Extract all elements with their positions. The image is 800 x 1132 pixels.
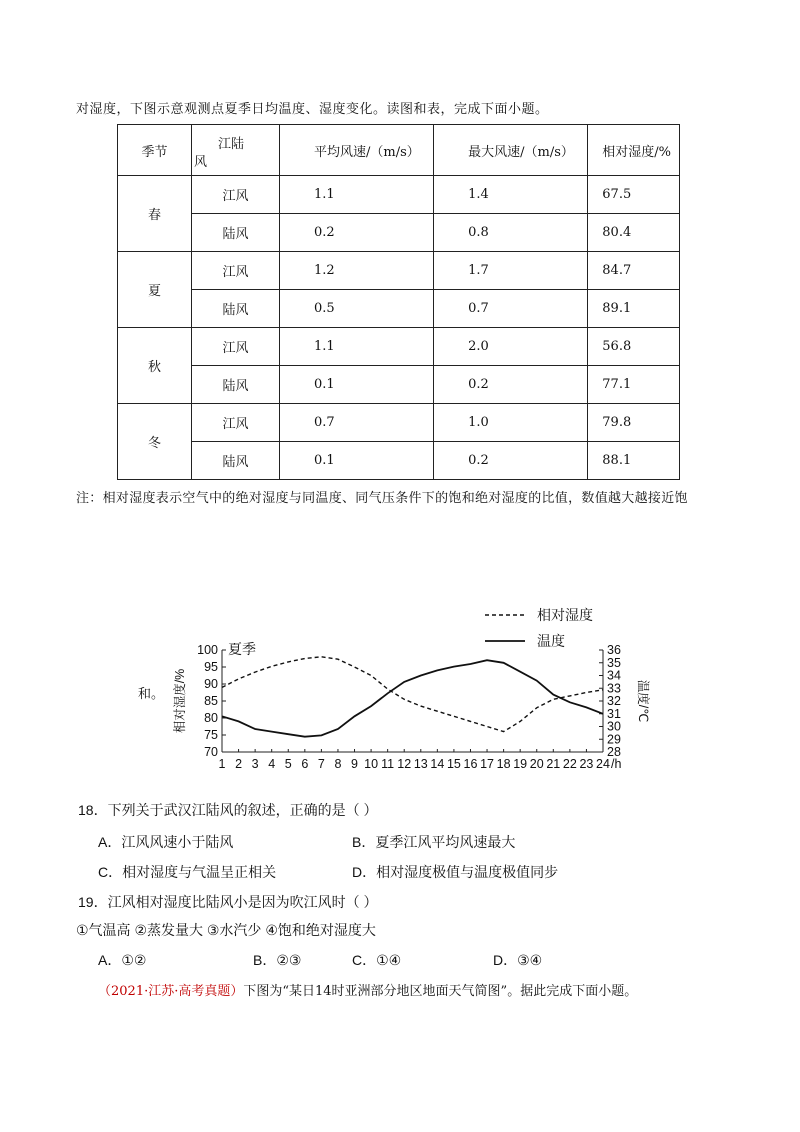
question-19-stem: 19．江风相对湿度比陆风小是因为吹江风时（ ） [78,894,378,910]
header-wind-top: 江陆 [218,137,245,152]
max-speed-cell: 0.7 [434,290,588,328]
table-row [118,442,680,480]
x-tick-label: 22 [562,757,577,771]
x-tick-label: 1 [218,757,226,771]
right-tick-label: 28 [607,745,621,759]
q19-option-a: A．①② [98,952,147,968]
wind-cell: 陆风 [192,214,280,252]
x-tick-label: 11 [381,757,395,771]
x-tick-label: 6 [301,757,309,771]
q19-option-d: D．③④ [493,952,543,968]
right-tick-label: 32 [607,694,621,708]
humidity-cell: 84.7 [588,252,680,290]
header-season: 季节 [118,125,192,176]
intro-text: 对湿度，下图示意观测点夏季日均温度、湿度变化。读图和表，完成下面小题。 [76,102,549,117]
x-tick-label: 24 [596,757,610,771]
avg-speed-cell: 1.1 [280,176,434,214]
x-tick-label: 3 [251,757,259,771]
header-max-speed: 最大风速/（m/s） [434,125,588,176]
x-tick-label: 19 [513,757,528,771]
max-speed-cell: 0.8 [434,214,588,252]
table-row [118,176,680,214]
legend-label: 温度 [537,633,565,649]
right-tick-label: 30 [607,719,621,734]
question-18-stem: 18．下列关于武汉江陆风的叙述，正确的是（ ） [78,802,378,818]
avg-speed-cell: 1.1 [280,328,434,366]
x-axis-label: /h [611,757,622,771]
table-row [118,214,680,252]
legend-label: 相对湿度 [537,607,593,623]
wind-data-table [117,124,680,480]
left-tick-label: 80 [204,711,218,725]
wind-cell: 江风 [192,252,280,290]
header-wind [192,125,280,176]
max-speed-cell: 1.4 [434,176,588,214]
right-tick-label: 34 [607,668,621,683]
q18-option-b: B．夏季江风平均风速最大 [352,834,516,850]
q18-option-a: A．江风风速小于陆风 [98,834,234,850]
header-wind-bottom: 风 [194,155,208,170]
summer-temperature-humidity-chart [160,600,650,785]
max-speed-cell: 1.0 [434,404,588,442]
q19-option-c: C．①④ [352,952,402,968]
left-tick-label: 95 [204,660,218,674]
x-tick-label: 2 [235,757,243,771]
avg-speed-cell: 0.5 [280,290,434,328]
x-tick-label: 18 [496,757,511,771]
x-tick-label: 7 [317,757,325,771]
q18-option-c: C．相对湿度与气温呈正相关 [98,864,277,880]
table-row [118,366,680,404]
chart-title: 夏季 [228,641,256,657]
max-speed-cell: 0.2 [434,442,588,480]
wind-cell: 江风 [192,328,280,366]
humidity-cell: 79.8 [588,404,680,442]
x-tick-label: 8 [334,757,342,771]
max-speed-cell: 0.2 [434,366,588,404]
temperature-series-line [222,660,603,737]
max-speed-cell: 1.7 [434,252,588,290]
left-tick-label: 100 [197,643,218,657]
right-tick-label: 35 [607,655,621,670]
wind-cell: 江风 [192,176,280,214]
right-tick-label: 31 [607,706,621,721]
left-tick-label: 85 [204,694,218,708]
left-tick-label: 70 [204,745,218,759]
q19-option-b: B．②③ [253,952,302,968]
avg-speed-cell: 0.1 [280,442,434,480]
header-humidity: 相对湿度/% [588,125,680,176]
header-avg-speed: 平均风速/（m/s） [280,125,434,176]
left-axis-title: 相对湿度/% [173,668,187,734]
humidity-cell: 67.5 [588,176,680,214]
x-tick-label: 4 [268,757,276,771]
next-intro-text: 下图为“某日14时亚洲部分地区地面天气简图”。据此完成下面小题。 [243,984,638,999]
humidity-cell: 77.1 [588,366,680,404]
right-tick-label: 33 [607,681,621,696]
season-cell: 冬 [118,404,192,480]
x-tick-label: 10 [364,757,379,771]
q19-items: ①气温高 ②蒸发量大 ③水汽少 ④饱和绝对湿度大 [76,922,376,938]
season-cell: 春 [118,176,192,252]
wind-cell: 陆风 [192,442,280,480]
source-tag: （2021·江苏·高考真题） [98,984,244,999]
x-tick-label: 5 [284,757,292,771]
x-tick-label: 20 [529,757,544,771]
avg-speed-cell: 0.1 [280,366,434,404]
humidity-cell: 80.4 [588,214,680,252]
x-tick-label: 16 [463,757,478,771]
avg-speed-cell: 0.2 [280,214,434,252]
right-tick-label: 29 [607,732,621,747]
x-tick-label: 21 [546,757,561,771]
left-tick-label: 75 [204,728,218,742]
season-cell: 夏 [118,252,192,328]
x-tick-label: 9 [351,757,358,771]
season-cell: 秋 [118,328,192,404]
table-row [118,290,680,328]
humidity-series-line [222,657,603,732]
humidity-cell: 89.1 [588,290,680,328]
table-note: 注：相对湿度表示空气中的绝对湿度与同温度、同气压条件下的饱和绝对湿度的比值，数值越大越接近饱 [76,491,688,506]
next-question-intro [98,980,637,999]
table-row [118,252,680,290]
humidity-cell: 56.8 [588,328,680,366]
avg-speed-cell: 1.2 [280,252,434,290]
x-tick-label: 13 [413,757,428,771]
wind-cell: 陆风 [192,366,280,404]
x-tick-label: 15 [446,757,461,771]
avg-speed-cell: 0.7 [280,404,434,442]
table-note-continuation: 和。 [138,687,165,702]
x-tick-label: 17 [480,757,494,771]
x-tick-label: 14 [430,757,445,771]
wind-cell: 陆风 [192,290,280,328]
table-row [118,328,680,366]
left-tick-label: 90 [204,677,218,691]
right-tick-label: 36 [607,643,621,657]
q18-option-d: D．相对湿度极值与温度极值同步 [352,864,559,880]
wind-cell: 江风 [192,404,280,442]
x-tick-label: 23 [579,757,594,771]
table-header-row [118,125,680,176]
table-row [118,404,680,442]
right-axis-title: 温度/℃ [636,679,650,723]
max-speed-cell: 2.0 [434,328,588,366]
humidity-cell: 88.1 [588,442,680,480]
x-tick-label: 12 [397,757,412,771]
